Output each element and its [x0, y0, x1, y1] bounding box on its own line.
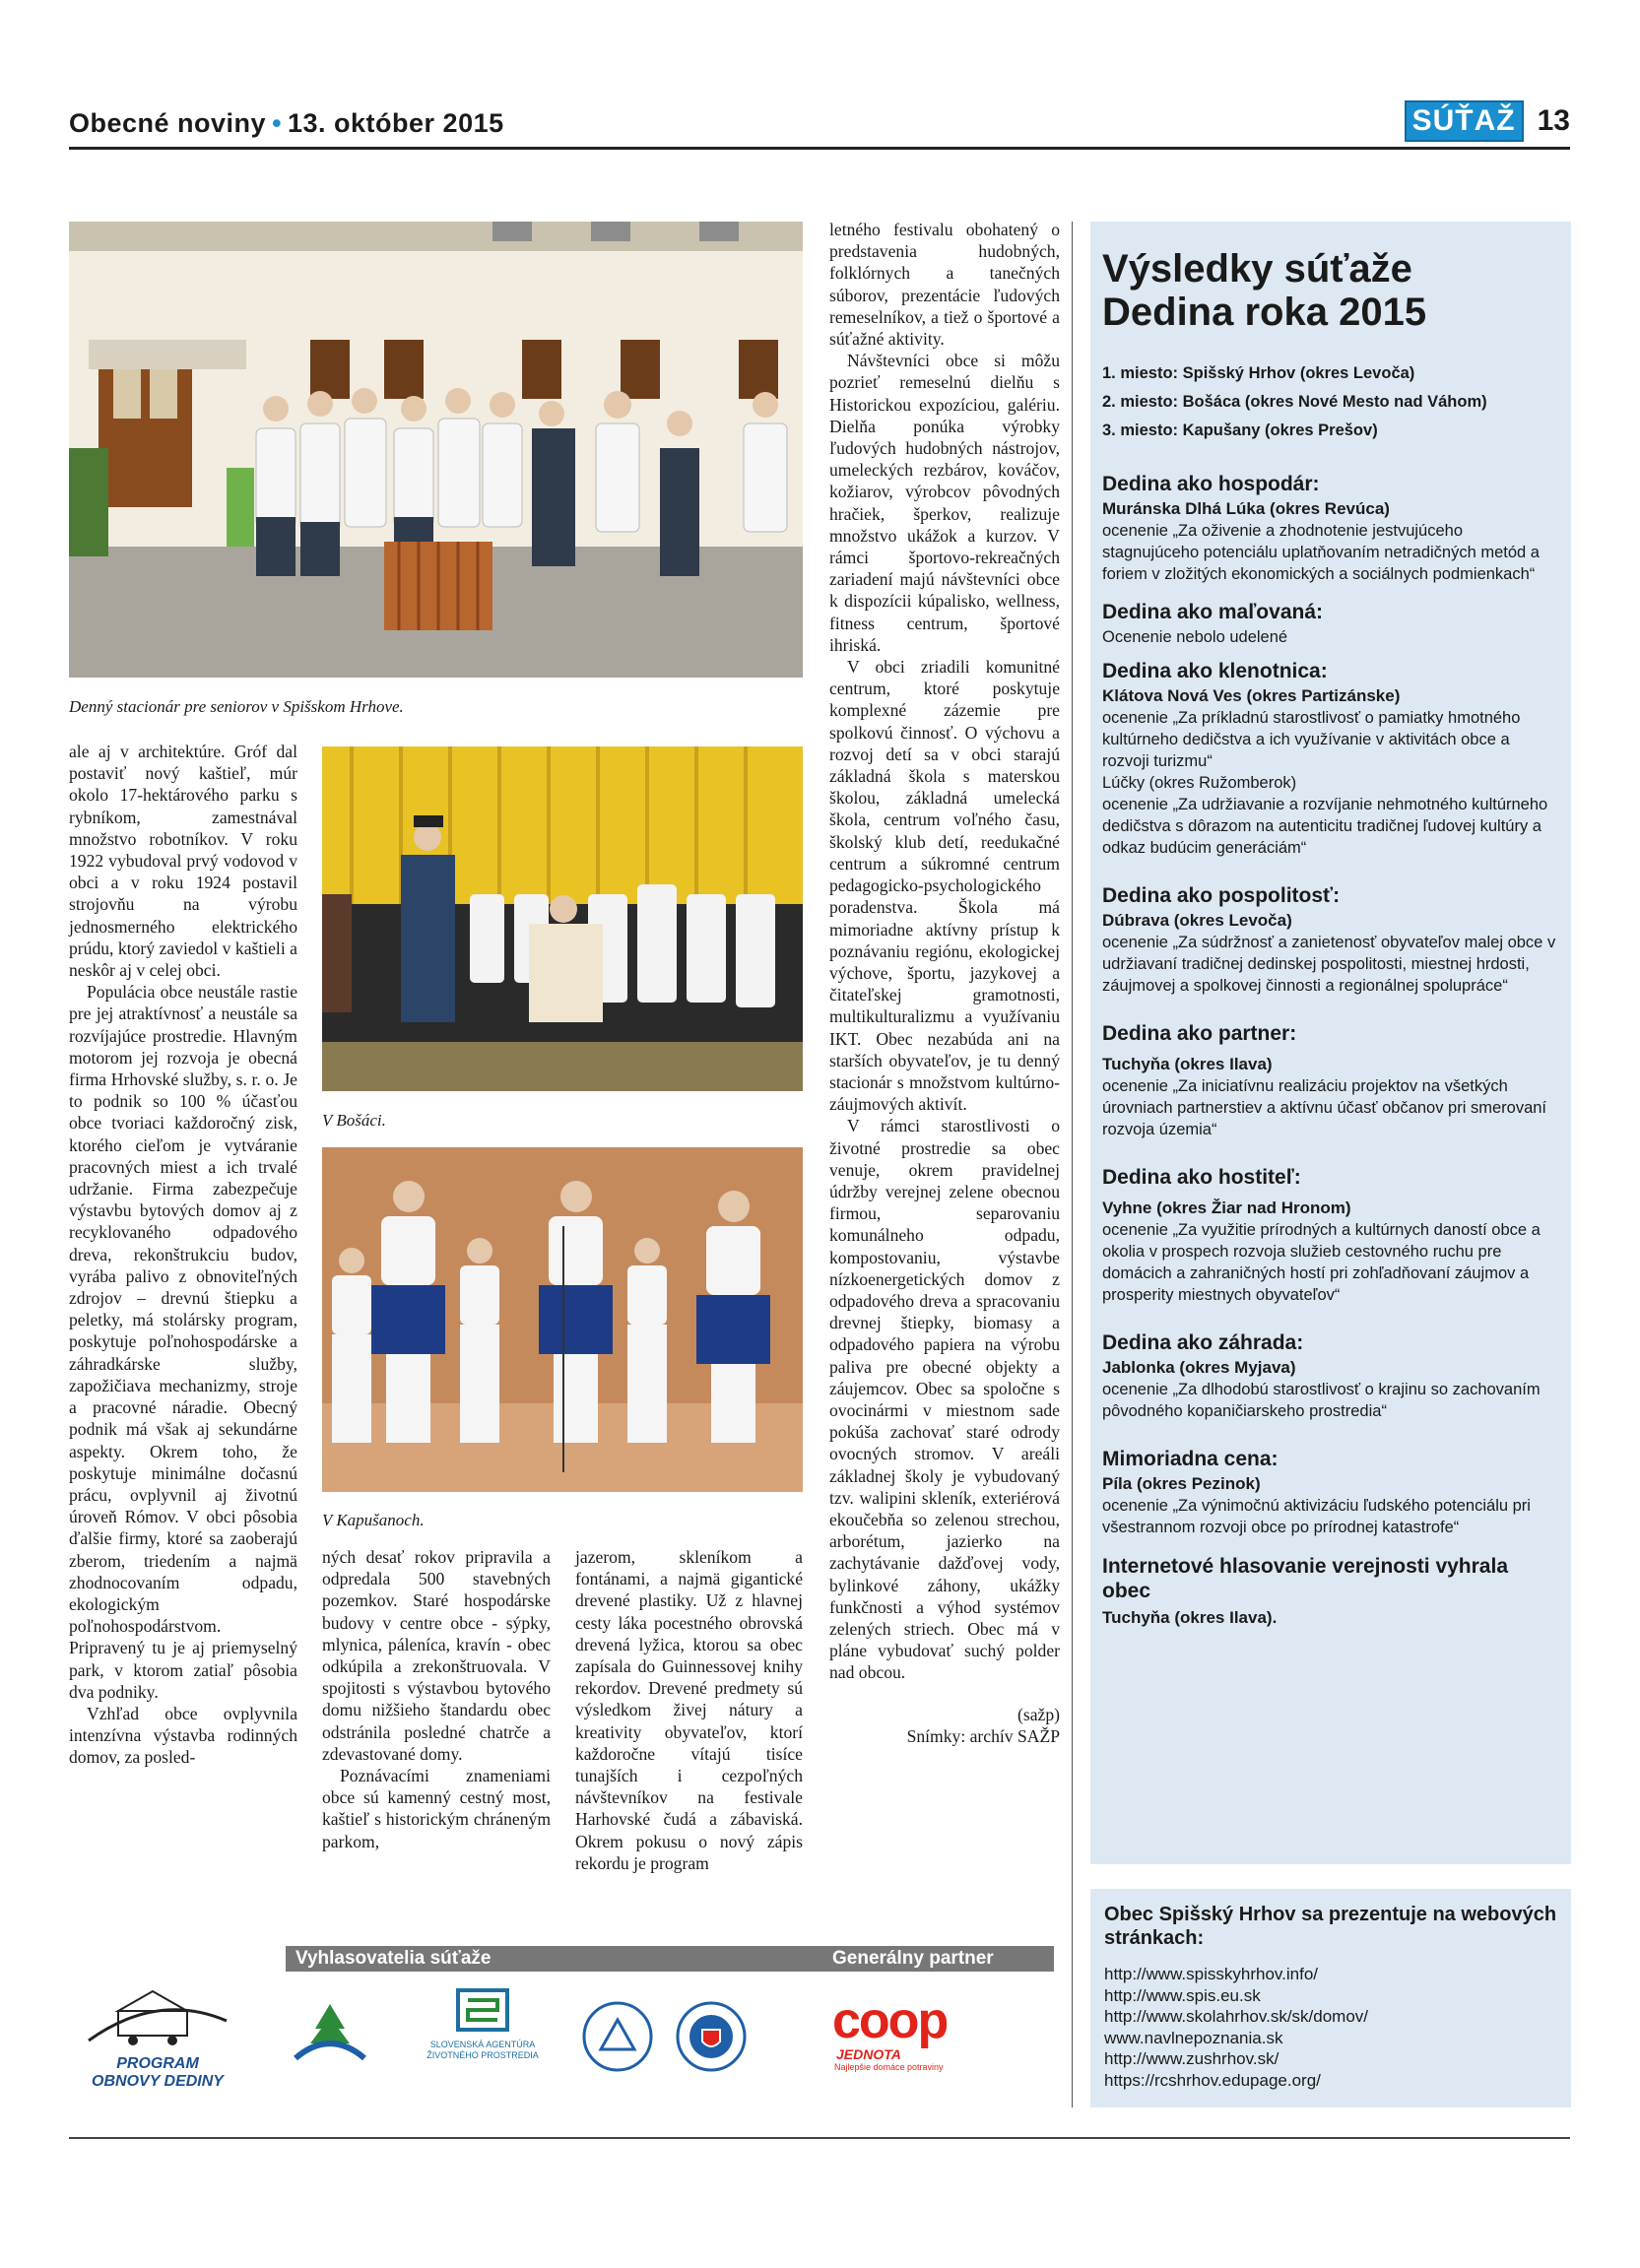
category-heading: Internetové hlasovanie verejnosti vyhrala obec [1102, 1555, 1509, 1602]
web-links-title: Obec Spišský Hrhov sa prezentuje na webových stránkach: [1104, 1904, 1557, 1949]
pod-logo [79, 1981, 236, 2090]
col1-para-1: ale aj v architektúre. Gróf dal postaviť nový kaštieľ, múr okolo 17-hektárového parku s rybníkom, zamestnával množstvo robotníkov. V roku 1922 vybudoval prvý vodovod v obci a v roku 1924 postavil strojovňu na výrobu jednosmerného elektrického prúdu, ktorý zaviedol v kaštieli a neskôr aj v celej obci. [69, 742, 297, 981]
place-third: 3. miesto: Kapušany (okres Prešov) [1102, 421, 1378, 439]
sazp-name-1: SLOVENSKÁ AGENTÚRA [429, 2040, 536, 2049]
col2-para-1: ných desať rokov pripravila a odpredala 500 stavebných pozemkov. Staré hospodárske budovy v centre obce - sýpky, mlynica, páleníca, kravín - obec odkúpila a zrekonštruovala. V spojitosti s výstavbou bytového domu nižšieho štandardu obec odstránila posledné chatrče a zdevastované domy. [322, 1547, 551, 1764]
col4-para-1: letného festivalu obohatený o predstavenia hudobných, folklórnych a tanečných súborov, prezentácie ľudových remeselníkov, a tiež o športové a súťažné aktivity. [829, 220, 1060, 350]
category-heading: Dedina ako partner: [1102, 1022, 1297, 1045]
web-link[interactable]: http://www.zushrhov.sk/ [1104, 2049, 1279, 2068]
ministry-logo [291, 1999, 369, 2078]
web-link[interactable]: http://www.spisskyhrhov.info/ [1104, 1965, 1318, 1983]
coop-slogan: Najlepšie domáce potraviny [834, 2062, 944, 2072]
category-text: ocenenie „Za dlhodobú starostlivosť o krajinu so zachovaním pôvodného kopaničiarskeho prostredia“ [1102, 1381, 1541, 1420]
category-text: ocenenie „Za oživenie a zhodnotenie jestvujúceho stagnujúceho potenciálu uplatňovaním netradičných metód a foriem v zložitých ekonomických a sociálnych podmienkach“ [1102, 522, 1540, 583]
page-number: 13 [1537, 104, 1570, 137]
category-winner: Dúbrava (okres Levoča) [1102, 911, 1292, 930]
web-links-box [1090, 1889, 1571, 2107]
section-badge: SÚŤAŽ [1405, 100, 1524, 142]
results-title-line2: Dedina roka 2015 [1102, 291, 1427, 334]
sazp-logo [409, 1985, 557, 2084]
place-second: 2. miesto: Bošáca (okres Nové Mesto nad Váhom) [1102, 393, 1487, 411]
caption-photo2: V Bošáci. [322, 1111, 386, 1130]
pod-line2: OBNOVY DEDINY [92, 2073, 224, 2090]
masthead [69, 108, 504, 139]
results-title [1102, 247, 1557, 334]
web-link[interactable]: http://www.skolahrhov.sk/sk/domov/ [1104, 2007, 1369, 2026]
photo-bosaca [322, 746, 803, 1091]
category-klenotnica [1102, 658, 1557, 859]
category-winner: Muránska Dlhá Lúka (okres Revúca) [1102, 499, 1390, 518]
article-column-4 [829, 219, 1060, 1747]
association-seal-icon [581, 2000, 655, 2074]
category-text: ocenenie „Za výnimočnú aktivizáciu ľudského potenciálu pri všestrannom rozvoji obce po prírodnej katastrofe“ [1102, 1497, 1531, 1536]
partner-label: Generálny partner [832, 1948, 994, 1969]
senior-center-illustration [69, 222, 803, 678]
placement-list [1102, 359, 1557, 445]
category-heading: Dedina ako záhrada: [1102, 1331, 1304, 1354]
sazp-emblem-icon [453, 1985, 512, 2035]
category-text-2: ocenenie „Za udržiavanie a rozvíjanie nehmotného kultúrneho dedičstva s dôrazom na autenticitu tradičnej ľudovej kultúry a odkaz budúcim generáciám“ [1102, 796, 1548, 857]
author-credit: (sažp) [1017, 1704, 1060, 1724]
column-divider [1072, 222, 1073, 2107]
sazp-name-2: ŽIVOTNÉHO PROSTREDIA [426, 2050, 539, 2060]
results-sidebar [1090, 222, 1571, 1864]
col3-para-1: jazerom, skleníkom a fontánami, a najmä gigantické drevené plastiky. Už z hlavnej cesty láka pocestného obrovská drevená lyžica, ktorou sa obec zapísala do Guinnessovej knihy rekordov. Drevené predmety sú výsledkom živej nátury a kreativity obyvateľov, ktorí každoročne vítajú tisíce tunajších i cezpoľných návštevníkov na festivale Harhovské čudá a zábaviská. Okrem pokusu o nový zápis rekordu je program [575, 1547, 803, 1873]
kapusany-dancers-illustration [322, 1147, 803, 1492]
category-heading: Dedina ako hospodár: [1102, 473, 1320, 495]
category-heading: Dedina ako klenotnica: [1102, 660, 1328, 682]
category-winner: Tuchyňa (okres Ilava) [1102, 1055, 1273, 1073]
web-link[interactable]: www.navlnepoznania.sk [1104, 2028, 1283, 2047]
issue-date: 13. október 2015 [288, 108, 504, 138]
category-winner: Jablonka (okres Myjava) [1102, 1358, 1296, 1377]
category-text: ocenenie „Za súdržnosť a zanietenosť obyvateľov malej obce v udržiavaní tradičnej dedinskej pospolitosti, miestnej hrdosti, záujmovej a spolkovej činnosti a regionálnej spolupráce“ [1102, 934, 1556, 995]
category-pospolitost [1102, 882, 1557, 997]
category-mimoriadna [1102, 1446, 1557, 1538]
category-zahrada [1102, 1329, 1557, 1422]
photo-kapusany [322, 1147, 803, 1492]
results-title-line1: Výsledky súťaže [1102, 247, 1412, 291]
photo-credit: Snímky: archív SAŽP [906, 1725, 1060, 1746]
tree-bridge-icon [291, 1999, 369, 2068]
page-header [69, 98, 1570, 150]
coop-jednota-logo [832, 1992, 1029, 2094]
bosaca-stage-illustration [322, 746, 803, 1091]
sponsor-bar [286, 1946, 1054, 1972]
category-text: ocenenie „Za iniciatívnu realizáciu projektov na všetkých úrovniach partnerstiev a aktívnu účasť občanov pri smerovaní rozvoja územia“ [1102, 1077, 1547, 1138]
category-heading: Dedina ako maľovaná: [1102, 601, 1323, 623]
category-winner: Klátova Nová Ves (okres Partizánske) [1102, 686, 1401, 705]
category-heading: Mimoriadna cena: [1102, 1448, 1279, 1470]
union-seal-icon [675, 2000, 749, 2074]
col1-para-3: Vzhľad obce ovplyvnila intenzívna výstavba rodinných domov, za posled- [69, 1703, 297, 1768]
category-winner-2: Lúčky (okres Ružomberok) [1102, 774, 1297, 792]
category-heading: Dedina ako pospolitosť: [1102, 884, 1341, 907]
round-logo-2 [675, 2000, 749, 2079]
separator-dot: • [272, 108, 283, 138]
category-text: ocenenie „Za využitie prírodných a kultúrnych daností obce a okolia v prospech rozvoja služieb cestovného ruchu pre domácich a zahraničných hostí pri zohľadňovaní záujmov a prosperity miestnych obyvateľov“ [1102, 1221, 1541, 1304]
pod-line1: PROGRAM [116, 2055, 199, 2072]
category-winner: Píla (okres Pezinok) [1102, 1474, 1261, 1493]
caption-photo1: Denný stacionár pre seniorov v Spišskom Hrhove. [69, 697, 404, 716]
caption-photo3: V Kapušanoch. [322, 1511, 425, 1529]
photo-senior-center [69, 222, 803, 678]
category-malovana [1102, 599, 1557, 648]
sponsor-banner [69, 1946, 1054, 2104]
round-logo-1 [581, 2000, 655, 2079]
category-text: Ocenenie nebolo udelené [1102, 628, 1288, 646]
col4-para-4: V rámci starostlivosti o životné prostredie sa obec venuje, okrem pravidelnej údržby verejnej zelene obecnou firmou, separovaniu komunálneho odpadu, kompostovaniu, výstavbe nízkoenergetických domov z odpadového dreva a spracovaniu drevnej štiepky, biomasy a odpadového papiera na výrobu paliva pre obecné objekty a záujemcov. Obec sa spoločne s ovocinármi v miestnom sade pokúša zachovať staré odrody ovocných stromov. V areáli základnej školy je vybudovaný tzv. walipini skleník, exteriérová ekoučebňa so zelenou strechou, arborétum, jazierko na zachytávanie dažďovej vody, bylinkové záhony, ukážky funkčnosti a výhod systémov zelených striech. Obec má v pláne vybudovať suchý polder nad obcou. [829, 1116, 1060, 1683]
web-link[interactable]: http://www.spis.eu.sk [1104, 1985, 1261, 2005]
place-first: 1. miesto: Spišský Hrhov (okres Levoča) [1102, 364, 1415, 382]
web-link[interactable]: https://rcshrhov.edupage.org/ [1104, 2070, 1321, 2090]
category-partner [1102, 1020, 1557, 1140]
category-hostitel [1102, 1164, 1557, 1306]
bottom-rule [69, 2137, 1570, 2139]
col4-para-3: V obci zriadili komunitné centrum, ktoré poskytuje komplexné zázemie pre spolkovú činnosť. O výchovu a rozvoj detí sa v obci starajú základná škola s materskou školou, základná umelecká škola, centrum voľného času, školský klub detí, reedukačné centrum a súkromné centrum pedagogicko-psychologického poradenstva. Škola má mimoriadne aktívny prístup k poznávaniu regiónu, ekologickej výchove, športu, jazykovej a čitateľskej gramotnosti, multikulturalizmu a využívaniu IKT. Obec nezabúda ani na starších obyvateľov, je tu denný stacionár s množstvom kultúrno-záujmových aktivít. [829, 657, 1060, 1115]
section-info [1405, 100, 1570, 142]
article-column-3 [575, 1546, 803, 1874]
category-winner: Tuchyňa (okres Ilava). [1102, 1608, 1278, 1627]
category-heading: Dedina ako hostiteľ: [1102, 1166, 1301, 1189]
category-internet-vote [1102, 1554, 1557, 1629]
col2-para-2: Poznávacími znameniami obce sú kamenný cestný most, kaštieľ s historickým chráneným parkom, [322, 1766, 551, 1851]
village-train-icon [79, 1981, 236, 2050]
col4-para-2: Návštevníci obce si môžu pozrieť remeselnú dielňu s Historickou expozíciou, galériu. Dielňa ponúka výrobky ľudových hudobných nástrojov, umeleckých rezbárov, kováčov, kožiarov, výrobcov pôvodných hračiek, šperkov, realizuje množstvo ukážok a kurzov. V rámci športovo-rekreačných zariadení majú návštevníci obce k dispozícii kúpalisko, wellness, fitness centrum, športové ihriská. [829, 351, 1060, 655]
article-column-2 [322, 1546, 551, 1852]
category-hospodar [1102, 471, 1557, 585]
coop-wordmark: coop [832, 1992, 948, 2049]
jednota-wordmark: JEDNOTA [836, 2046, 901, 2062]
article-column-1 [69, 741, 297, 1769]
organizers-label: Vyhlasovatelia súťaže [295, 1948, 492, 1969]
paper-name: Obecné noviny [69, 108, 267, 138]
category-winner: Vyhne (okres Žiar nad Hronom) [1102, 1199, 1351, 1217]
col1-para-2: Populácia obce neustále rastie pre jej atraktívnosť a neustále sa rozvíjajúce prostredie. Hlavným motorom jej rozvoja je obecná firma Hrhovské služby, s. r. o. Je to podnik so 100 % účasťou obce tvoriaci každoročný zisk, ktorého cieľom je vytváranie pracovných miest a ich trvalé udržanie. Firma zabezpečuje výstavbu bytových domov aj z recyklovaného odpadového dreva, rekonštrukciu budov, vyrába palivo z obnoviteľných zdrojov – drevnú štiepku a peletky, má stolársky program, poskytuje poľnohospodárske a záhradkárske služby, zapožičiava mechanizmy, stroje a pracovné náradie. Obecný podnik má však aj sekundárne aspekty. Okrem toho, že poskytuje minimálne dočasnú prácu, ovplyvnil aj životnú úroveň Rómov. V obci pôsobia ďalšie firmy, ktoré sa zaoberajú zberom, triedením a najmä zhodnocovaním odpadu, ekologickým poľnohospodárstvom. Pripravený tu je aj priemyselný park, v ktorom zatiaľ pôsobia dva podniky. [69, 982, 297, 1702]
category-text: ocenenie „Za príkladnú starostlivosť o pamiatky hmotného kultúrneho dedičstva a ich využívanie v aktivitách obce a rozvoji turizmu“ [1102, 709, 1521, 770]
